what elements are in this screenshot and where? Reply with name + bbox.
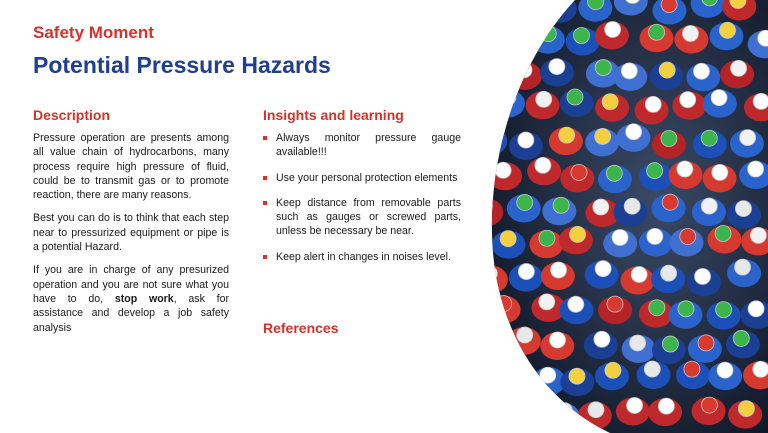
insights-heading: Insights and learning bbox=[263, 107, 404, 123]
insight-item bbox=[263, 196, 461, 239]
description-paragraph-2: Best you can do is to think that each step near to pressurized equipment or pipe is a potential Hazard. bbox=[33, 212, 229, 254]
insight-text: Use your personal protection elements bbox=[276, 171, 458, 184]
insights-list bbox=[263, 131, 461, 275]
insight-item bbox=[263, 250, 461, 264]
bullet-icon bbox=[263, 255, 267, 259]
insight-item bbox=[263, 171, 461, 185]
insight-text: Always monitor pressure gauge available!!! bbox=[276, 132, 461, 159]
description-body bbox=[33, 131, 229, 344]
references-heading: References bbox=[263, 320, 339, 336]
description-paragraph-3 bbox=[33, 263, 229, 334]
paragraph-3-start: If you are in charge of any presurized operation and you are not sure what you have to do, bbox=[33, 264, 229, 305]
insight-text: Keep alert in changes in noises level. bbox=[276, 250, 451, 263]
description-heading: Description bbox=[33, 107, 111, 123]
stop-work-emphasis: stop work bbox=[114, 292, 174, 305]
bullet-icon bbox=[263, 176, 267, 180]
bullet-icon bbox=[263, 201, 267, 205]
paragraph-3-end: , ask for assistance and develop a job safety analysis bbox=[33, 292, 230, 334]
bullet-icon bbox=[263, 136, 267, 140]
slide-title: Potential Pressure Hazards bbox=[33, 52, 331, 78]
description-paragraph-1: Pressure operation are presents among all value chain of hydrocarbons, many process require high pressure of fluid, could be to transmit gas or to promote reaction, there are many reasons. bbox=[33, 132, 229, 202]
workers-hardhats-photo bbox=[490, 0, 768, 433]
safety-moment-label: Safety Moment bbox=[33, 23, 154, 42]
insight-text: Keep distance from removable parts such as gauges or screwed parts, unless be necessary be near. bbox=[276, 196, 461, 238]
insight-item bbox=[263, 131, 461, 160]
